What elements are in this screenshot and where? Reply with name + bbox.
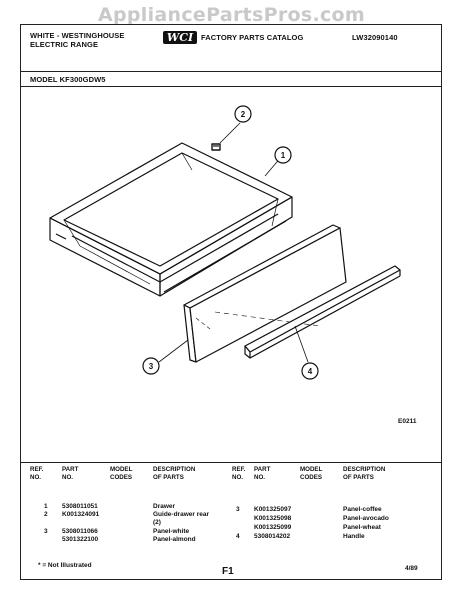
table-row-ref: 3 [44,528,48,535]
table-row-part: K001324091 [62,511,100,518]
table-row-part: 5308014202 [254,533,291,540]
catalog-title: FACTORY PARTS CATALOG [201,33,304,42]
watermark: AppliancePartsPros.com [97,4,365,26]
model-number: MODEL KF300GDW5 [30,75,106,84]
table-row-ref: 2 [44,511,48,518]
doc-number: LW32090140 [352,33,398,42]
callout-3: 3 [148,362,154,371]
table-row-part: K001325097 [254,506,292,513]
table-row-ref: 1 [44,503,48,510]
callout-1: 1 [280,151,286,160]
diagram-code: E0211 [398,418,417,425]
revision-date: 4/89 [405,565,418,572]
table-row-desc: Panel-avocado [343,515,389,522]
header-ref-no-right: REF. NO. [232,466,246,481]
callout-2: 2 [240,110,246,119]
header-model-codes: MODEL CODES [110,466,133,481]
brand-line-2: ELECTRIC RANGE [30,40,99,49]
header-rule [20,71,442,72]
footnote: * = Not Illustrated [38,562,92,569]
header-part-no: PART NO. [62,466,79,481]
table-row-desc: Guide-drawer rear [153,511,209,518]
table-row-desc: (2) [153,519,161,526]
header-description: DESCRIPTION OF PARTS [153,466,196,481]
table-row-desc: Handle [343,533,365,540]
table-row-desc: Panel-almond [153,536,196,543]
header-part-no-right: PART NO. [254,466,271,481]
header-model-codes-right: MODEL CODES [300,466,323,481]
page-number: F1 [222,566,234,577]
table-row-desc: Panel-coffee [343,506,382,513]
table-row-ref: 4 [236,533,240,540]
table-row-part: 5308011066 [62,528,98,535]
table-row-desc: Panel-wheat [343,524,381,531]
callout-4: 4 [307,367,313,376]
table-row-part: 5301322100 [62,536,99,543]
table-row-part: 5308011051 [62,503,98,510]
header-description-right: DESCRIPTION OF PARTS [343,466,386,481]
table-row-part: K001325099 [254,524,292,531]
exploded-parts-diagram [20,86,442,426]
table-rule [20,462,442,463]
header-ref-no: REF. NO. [30,466,44,481]
brand-line-1: WHITE - WESTINGHOUSE [30,31,125,40]
wci-logo: WCI [163,31,197,44]
drawer-guide-part [212,144,220,150]
table-row-part: K001325098 [254,515,292,522]
table-row-desc: Drawer [153,503,176,510]
table-row-desc: Panel-white [153,528,190,535]
table-row-ref: 3 [236,506,240,513]
